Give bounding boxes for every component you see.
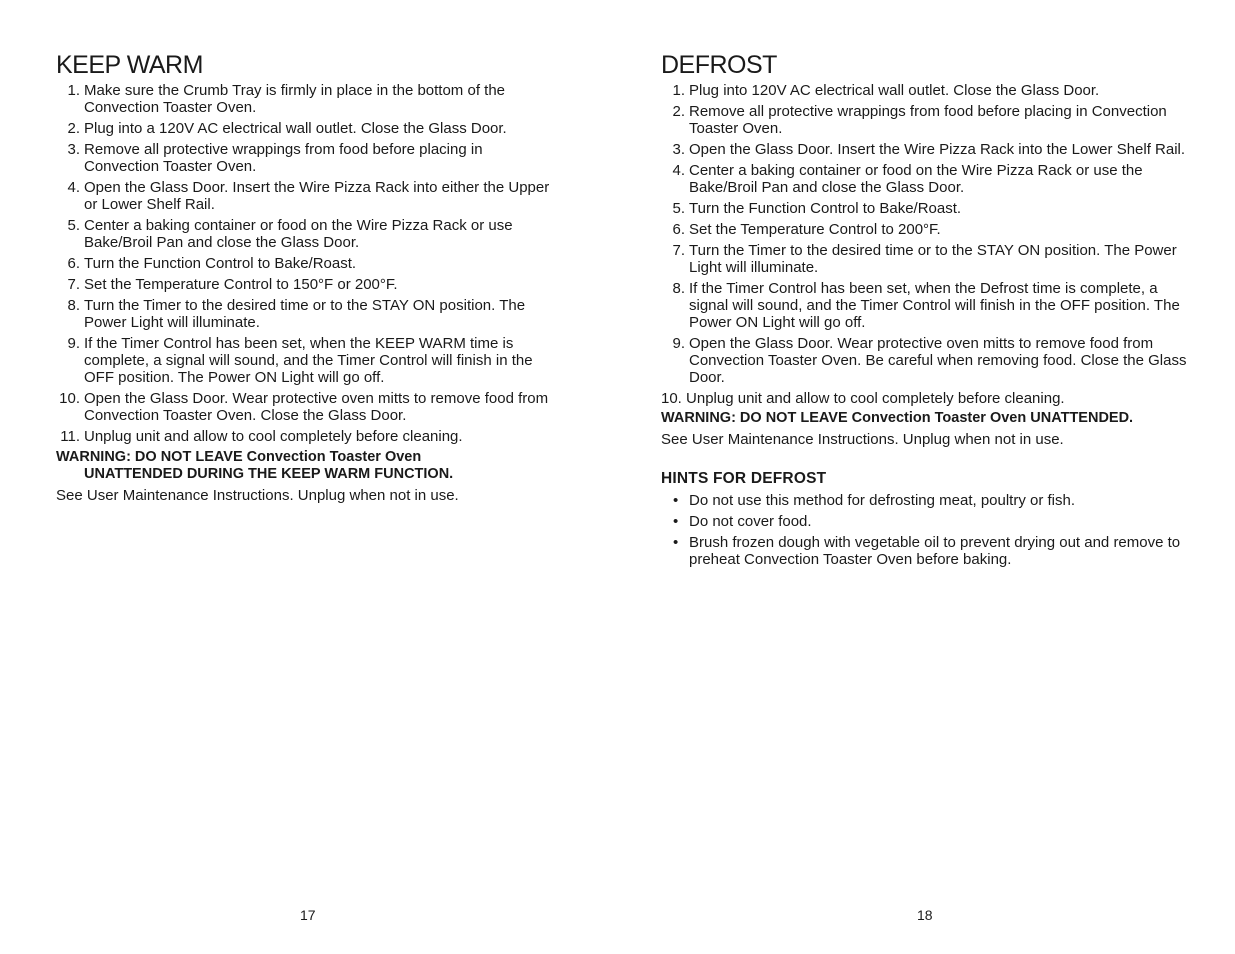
- list-item: [56, 179, 556, 213]
- list-item: [661, 280, 1196, 331]
- hints-heading: HINTS FOR DEFROST: [661, 470, 827, 487]
- step-text: Plug into 120V AC electrical wall outlet. Close the Glass Door.: [689, 82, 1100, 99]
- warning-line: UNATTENDED DURING THE KEEP WARM FUNCTION.: [84, 466, 454, 482]
- keep-warm-steps: [56, 82, 556, 504]
- defrost-step-10: 10. Unplug unit and allow to cool completely before cleaning.: [661, 390, 1065, 407]
- step-number: 3.: [67, 141, 80, 158]
- step-number: 7.: [672, 242, 685, 259]
- list-item: [661, 162, 1196, 196]
- step-number: 8.: [67, 297, 80, 314]
- maintenance-note: See User Maintenance Instructions. Unplug when not in use.: [56, 487, 459, 504]
- step-number: 5.: [672, 200, 685, 217]
- list-item: [661, 335, 1196, 386]
- left-page: [56, 0, 556, 954]
- step-text: Remove all protective wrappings from food before placing in Convection Toaster Oven.: [84, 141, 483, 175]
- step-text: Unplug unit and allow to cool completely before cleaning.: [84, 428, 463, 445]
- list-item: [56, 428, 556, 445]
- list-item: [661, 141, 1196, 158]
- step-text: Open the Glass Door. Wear protective oven mitts to remove food from Convection Toaster Oven. Be careful when removing food. Close the Glass Door.: [689, 335, 1187, 386]
- step-number: 4.: [67, 179, 80, 196]
- maintenance-note: See User Maintenance Instructions. Unplug when not in use.: [661, 431, 1064, 448]
- step-number: 11.: [60, 428, 80, 445]
- list-item: [661, 513, 1196, 530]
- step-text: Turn the Function Control to Bake/Roast.: [689, 200, 962, 217]
- list-item: [661, 534, 1196, 568]
- step-number: 1.: [67, 82, 80, 99]
- step-number: 3.: [672, 141, 685, 158]
- list-item: [56, 297, 556, 331]
- step-number: 4.: [672, 162, 685, 179]
- hint-text: Do not use this method for defrosting meat, poultry or fish.: [689, 492, 1076, 509]
- list-item: [661, 242, 1196, 276]
- step-text: Center a baking container or food on the Wire Pizza Rack or use Bake/Broil Pan and close the Glass Door.: [84, 217, 513, 251]
- step-number: 6.: [67, 255, 80, 272]
- hints-list: [661, 492, 1196, 568]
- defrost-steps: [661, 82, 1196, 572]
- step-number: 9.: [67, 335, 80, 352]
- step-text: Center a baking container or food on the Wire Pizza Rack or use the Bake/Broil Pan and close the Glass Door.: [689, 162, 1143, 196]
- step-number: 10.: [59, 390, 80, 407]
- step-text: Make sure the Crumb Tray is firmly in place in the bottom of the Convection Toaster Oven.: [84, 82, 506, 116]
- list-item: [56, 120, 556, 137]
- step-text: If the Timer Control has been set, when the Defrost time is complete, a signal will sound, and the Timer Control will finish in the OFF position. The Power ON Light will go off.: [689, 280, 1180, 331]
- step-number: 8.: [672, 280, 685, 297]
- bullet-icon: •: [673, 534, 679, 551]
- list-item: [56, 390, 556, 424]
- list-item: [661, 200, 1196, 217]
- hint-text: Brush frozen dough with vegetable oil to prevent drying out and remove to preheat Convection Toaster Oven before baking.: [689, 534, 1181, 568]
- list-item: [56, 217, 556, 251]
- list-item: [56, 82, 556, 116]
- step-text: Set the Temperature Control to 150°F or 200°F.: [84, 276, 398, 293]
- step-number: 7.: [67, 276, 80, 293]
- right-page: [661, 0, 1196, 954]
- step-number: 2.: [67, 120, 80, 137]
- step-text: Plug into a 120V AC electrical wall outlet. Close the Glass Door.: [84, 120, 507, 137]
- bullet-icon: •: [673, 492, 679, 509]
- keep-warm-warning: [56, 449, 556, 483]
- warning-line: WARNING: DO NOT LEAVE Convection Toaster Oven: [56, 449, 422, 465]
- step-number: 2.: [672, 103, 685, 120]
- hint-text: Do not cover food.: [689, 513, 812, 530]
- defrost-warning: WARNING: DO NOT LEAVE Convection Toaster Oven UNATTENDED.: [661, 410, 1134, 426]
- step-number: 1.: [672, 82, 685, 99]
- step-text: Open the Glass Door. Wear protective oven mitts to remove food from Convection Toaster Oven. Close the Glass Door.: [84, 390, 549, 424]
- step-text: Turn the Function Control to Bake/Roast.: [84, 255, 357, 272]
- list-item: [661, 221, 1196, 238]
- step-number: 9.: [672, 335, 685, 352]
- keep-warm-title: KEEP WARM: [56, 51, 203, 79]
- list-item: [661, 82, 1196, 99]
- step-text: Open the Glass Door. Insert the Wire Pizza Rack into the Lower Shelf Rail.: [689, 141, 1186, 158]
- step-text: Remove all protective wrappings from food before placing in Convection Toaster Oven.: [689, 103, 1167, 137]
- list-item: [661, 492, 1196, 509]
- step-text: Set the Temperature Control to 200°F.: [689, 221, 941, 238]
- step-text: Turn the Timer to the desired time or to the STAY ON position. The Power Light will illuminate.: [84, 297, 526, 331]
- page-number: 18: [917, 907, 933, 923]
- defrost-title: DEFROST: [661, 51, 777, 79]
- step-text: Turn the Timer to the desired time or to the STAY ON position. The Power Light will illuminate.: [689, 242, 1177, 276]
- list-item: [56, 255, 556, 272]
- list-item: [56, 335, 556, 386]
- step-text: Open the Glass Door. Insert the Wire Pizza Rack into either the Upper or Lower Shelf Rail.: [84, 179, 550, 213]
- page-number: 17: [300, 907, 316, 923]
- step-number: 6.: [672, 221, 685, 238]
- list-item: [56, 276, 556, 293]
- bullet-icon: •: [673, 513, 679, 530]
- list-item: [56, 141, 556, 175]
- step-number: 5.: [67, 217, 80, 234]
- list-item: [661, 103, 1196, 137]
- step-text: If the Timer Control has been set, when the KEEP WARM time is complete, a signal will sound, and the Timer Control will finish in the OFF position. The Power ON Light will go off.: [84, 335, 533, 386]
